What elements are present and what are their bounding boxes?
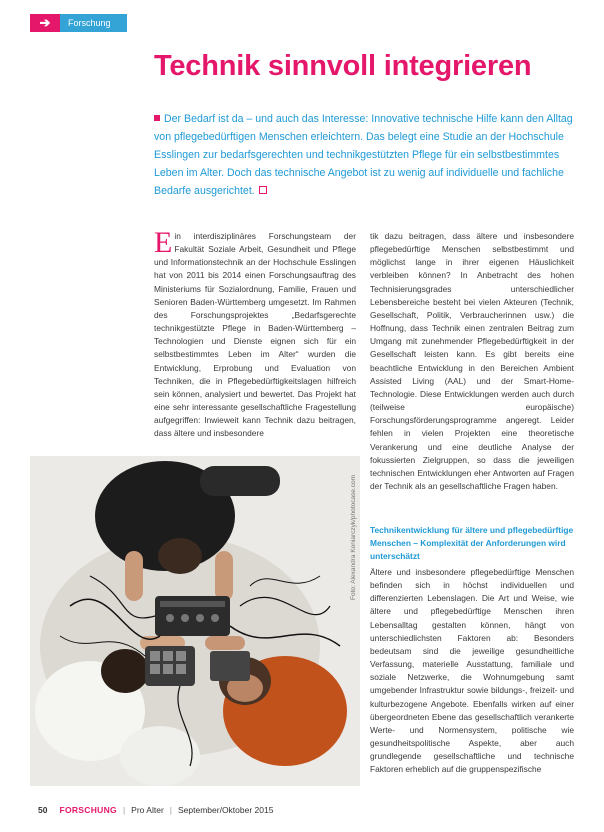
subheading: Technikentwicklung für ältere und pflegebedürftige Menschen – Komplexität der Anforderungen wird unterschätzt — [370, 525, 574, 561]
page-footer — [38, 805, 273, 815]
issue-date: September/Oktober 2015 — [178, 805, 274, 815]
photo-credit: Foto: Alexandra Koniarczyk/photocase.com — [350, 474, 357, 600]
body-column-1-text: in interdisziplinäres Forschungsteam der Fakultät Soziale Arbeit, Gesundheit und Pflege und Informationstechnik an der Hochschule Esslingen hat von 2011 bis 2014 einen Forschungsauftrag des Ministeriums für Sozialordnung, Familie, Frauen und Senioren Baden-Württemberg umgesetzt. Im Rahmen des Forschungsprojektes „Bedarfsgerechte technikgestützte Pflege in Baden-Württemberg – Technologien und Dienste eignen sich für ein selbstbestimmtes Leben im Alter“ wurden die Entwicklung, Erprobung und Evaluation von Techniken, die in Pflegebedürftigkeitslagen hilfreich sein können, analysiert und bewertet. Das Projekt hat eine sehr interessante gesellschaftliche Fragestellung aufgegriffen: Inwieweit kann Technik dazu beitragen, dass ältere und insbesondere — [154, 231, 356, 439]
page-number: 50 — [38, 805, 48, 815]
issue-name: Pro Alter — [131, 805, 164, 815]
lead-text: Der Bedarf ist da – und auch das Interesse: Innovative technische Hilfe kann den Alltag von pflegebedürftigen Menschen erleichtern. Das belegt eine Studie an der Hochschule Esslingen zur bedarfsgerechten und technikgestützten Pflege für ein selbstbestimmtes Leben im Alter. Doch das technische Angebot ist zu wenig auf individuelle und fachliche Bedarfe ausgerichtet. — [154, 113, 573, 197]
article-photo — [30, 456, 360, 786]
footer-separator-2: | — [169, 805, 172, 815]
body-column-2: tik dazu beitragen, dass ältere und insbesondere pflegebedürftige Menschen selbstbestimmt und möglichst lange in ihrer eigenen Häuslichkeit verbleiben können? In Anbetracht des hohen Technisierungsgrades unterschiedlicher Lebensbereiche besteht bei vielen Akteuren (Technik, Gesellschaft, Politik, Verbraucherinnen usw.) die Hoffnung, dass Technik einen zentralen Beitrag zum Umgang mit zunehmender Pflegebedürftigkeit in der Gesellschaft leisten kann. Es gibt bereits eine beachtliche Entwicklung in den Bereichen Ambient Assisted Living (AAL) und der Smart-Home-Technologie. Diese Entwicklungen werden auch durch (teilweise europäische) Forschungsförderungsprogramme angeregt. Leider fehlen in vielen Projekten eine theoretische Verankerung und eine deutliche Analyse der fokussierten Zielgruppen, so dass die jeweiligen technischen Entwicklungen eher Antworten auf Fragen der Technik als an gesellschaftliche Fragen haben. — [370, 231, 574, 491]
article-title: Technik sinnvoll integrieren — [154, 50, 532, 82]
arrow-right-icon: ➔ — [30, 14, 60, 32]
body-column-3: Ältere und insbesondere pflegebedürftige Menschen befinden sich in höchst individuellen und differenzierten Lebenslagen. Die Art und Weise, wie ältere und pflegebedürftige Menschen ihren Lebensalltag gestalten können, hängt von unterschiedlichsten Faktoren ab: Besonders bedeutsam sind die jeweilige gesundheitliche Verfassung, materielle Ausstattung, familiale und soziale Netzwerke, die Wohnumgebung samt umgebender Infrastruktur sowie bildungs-, freizeit- und kulturbezogene Angebote. Ebenfalls wirken auf einer übergeordneten Ebene das gesellschaftlich verankerte Werte- und Normensystem, politische wie gesundheitspolitische Aspekte, aber auch grundlegende gesellschaftliche und technische Faktoren erheblich auf die gruppenspezifische — [370, 567, 574, 775]
magazine-name: FORSCHUNG — [59, 805, 117, 815]
lead-paragraph — [154, 110, 574, 200]
drop-cap: E — [154, 230, 173, 259]
footer-separator: | — [122, 805, 126, 815]
section-label: Forschung — [60, 14, 127, 32]
end-square-icon — [259, 186, 267, 194]
section-tag — [30, 14, 127, 32]
body-column-1 — [154, 230, 356, 450]
square-bullet-icon — [154, 115, 160, 121]
